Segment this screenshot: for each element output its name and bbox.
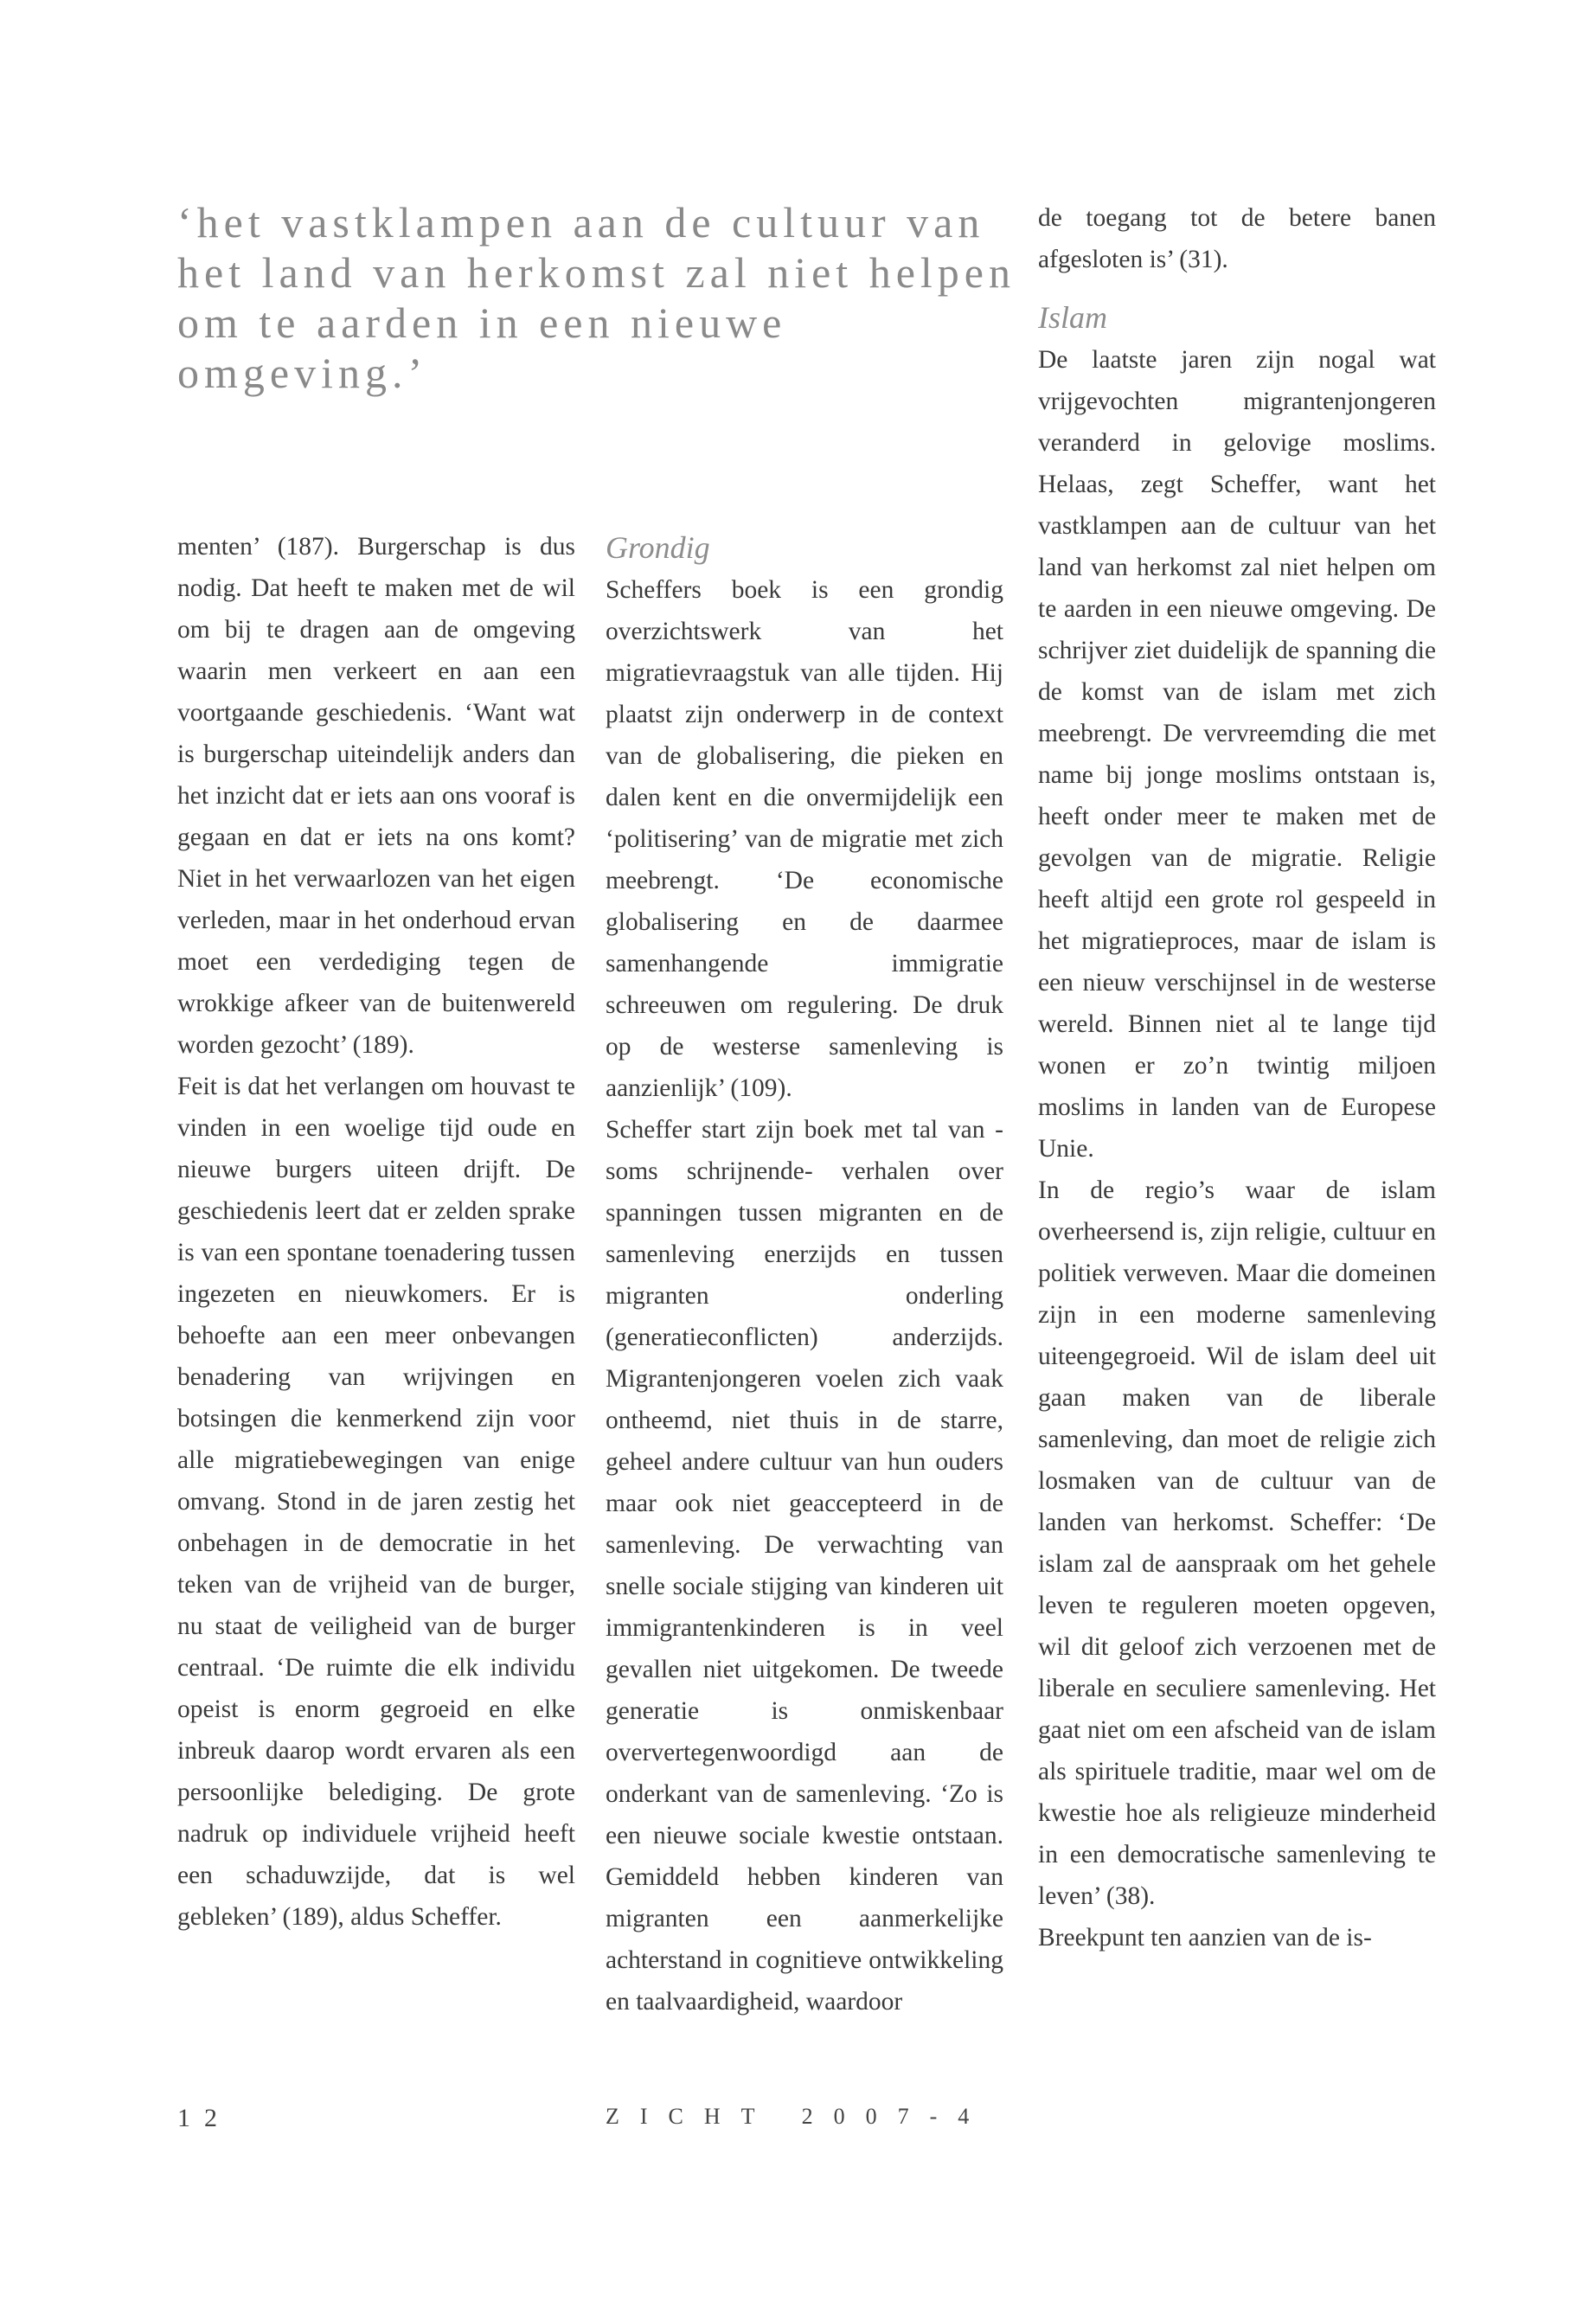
- paragraph: de toegang tot de betere banen afgesloten is’ (31).: [1038, 204, 1436, 273]
- paragraph: Feit is dat het verlangen om houvast te vinden in een woelige tijd oude en nieuwe burgers uiteen drijft. De geschiedenis leert dat er zelden sprake is van een spontane toenadering tussen ingezeten en nieuwkomers. Er is behoefte aan een meer onbevangen benadering van wrijvingen en botsingen die kenmerkend zijn voor alle migratiebewegingen van enige omvang. Stond in de jaren zestig het onbehagen in de democratie in het teken van de vrijheid van de burger, nu staat de veiligheid van de burger centraal. ‘De ruimte die elk individu opeist is enorm gegroeid en elke inbreuk daarop wordt ervaren als een persoonlijke belediging. De grote nadruk op individuele vrijheid heeft een schaduwzijde, dat is wel gebleken’ (189), aldus Scheffer.: [177, 1073, 575, 1931]
- column-left: [177, 526, 575, 1938]
- paragraph: De laatste jaren zijn nogal wat vrijgevochten migrantenjongeren veranderd in gelovige moslims. Helaas, zegt Scheffer, want het vastklampen aan de cultuur van het land van herkomst zal niet helpen om te aarden in een nieuwe omgeving. De schrijver ziet duidelijk de spanning die de komst van de islam met zich meebrengt. De vervreemding die met name bij jonge moslims ontstaan is, heeft onder meer te maken met de gevolgen van de migratie. Religie heeft altijd een grote rol gespeeld in het migratieproces, maar de islam is een nieuw verschijnsel in de westerse wereld. Binnen niet al te lange tijd wonen er zo’n twintig miljoen moslims in landen van de Europese Unie.: [1038, 346, 1436, 1163]
- paragraph: Breekpunt ten aanzien van de is-: [1038, 1924, 1372, 1952]
- paragraph: In de regio’s waar de islam overheersend is, zijn religie, cultuur en politiek verweven. Maar die domeinen zijn in een moderne samenleving uiteengegroeid. Wil de islam deel uit gaan maken van de liberale samenleving, dan moet de religie zich losmaken van de cultuur van de landen van herkomst. Scheffer: ‘De islam zal de aanspraak om het gehele leven te reguleren moeten opgeven, wil dit geloof zich verzoenen met de liberale en seculiere samenleving. Het gaat niet om een afscheid van de islam als spirituele traditie, maar wel om de kwestie hoe als religieuze minderheid in een democratische samenleving te leven’ (38).: [1038, 1176, 1436, 1910]
- pull-quote: ‘het vastklampen aan de cultuur van het land van herkomst zal niet helpen om te aarden in een nieuwe omgeving.’: [177, 198, 1016, 397]
- page-number: 12: [177, 2104, 231, 2132]
- paragraph: Scheffers boek is een grondig overzichtswerk van het migratievraagstuk van alle tijden. Hij plaatst zijn onderwerp in de context van de globalisering, die pieken en dalen kent en die onvermijdelijk een ‘politisering’ van de migratie met zich meebrengt. ‘De economische globalisering en de daarmee samenhangende immigratie schreeuwen om regulering. De druk op de westerse samenleving is aanzienlijk’ (109).: [606, 576, 1003, 1102]
- journal-name: ZICHT 2007-4: [606, 2104, 990, 2129]
- paragraph: menten’ (187). Burgerschap is dus nodig. Dat heeft te maken met de wil om bij te dragen aan de omgeving waarin men verkeert en aan een voortgaande geschiedenis. ‘Want wat is burgerschap uiteindelijk anders dan het inzicht dat er iets aan ons vooraf is gegaan en dat er iets na ons komt? Niet in het verwaarlozen van het eigen verleden, maar in het onderhoud ervan moet een verdediging tegen de wrokkige afkeer van de buitenwereld worden gezocht’ (189).: [177, 533, 575, 1059]
- paragraph: Scheffer start zijn boek met tal van -soms schrijnende- verhalen over spanningen tussen migranten en de samenleving enerzijds en tussen migranten onderling (generatieconflicten) anderzijds. Migrantenjongeren voelen zich vaak ontheemd, niet thuis in de starre, geheel andere cultuur van hun ouders maar ook niet geaccepteerd in de samenleving. De verwachting van snelle sociale stijging van kinderen uit immigrantenkinderen is in veel gevallen niet uitgekomen. De tweede generatie is onmiskenbaar oververtegenwoordigd aan de onderkant van de samenleving. ‘Zo is een nieuwe sociale kwestie ontstaan. Gemiddeld hebben kinderen van migranten een aanmerkelijke achterstand in cognitieve ontwikkeling en taalvaardigheid, waardoor: [606, 1116, 1003, 2016]
- section-heading-grondig: Grondig: [606, 530, 710, 565]
- column-right: [1038, 197, 1436, 1958]
- column-middle: [606, 526, 1003, 2022]
- section-heading-islam: Islam: [1038, 300, 1107, 335]
